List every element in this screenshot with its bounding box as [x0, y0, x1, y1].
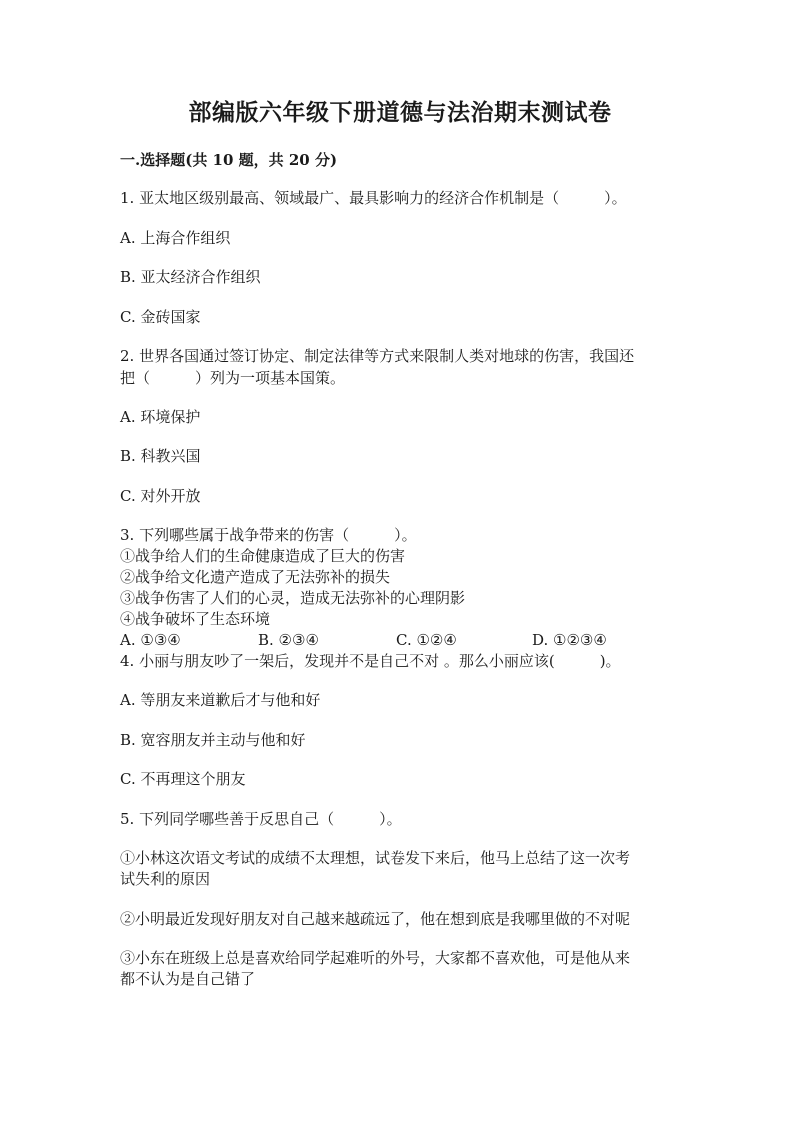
question-1-stem: 1. 亚太地区级别最高、领域最广、最具影响力的经济合作机制是（ ）。 — [120, 189, 627, 207]
question-3-option-b: B. ②③④ — [258, 631, 319, 649]
question-4-stem: 4. 小丽与朋友吵了一架后，发现并不是自己不对 。那么小丽应该( )。 — [120, 652, 621, 670]
question-1-option-a: A. 上海合作组织 — [120, 229, 231, 247]
question-2-option-a: A. 环境保护 — [120, 408, 201, 426]
section-heading: 一.选择题(共 10 题，共 20 分) — [120, 151, 338, 169]
question-3-statement-3: ③战争伤害了人们的心灵，造成无法弥补的心理阴影 — [120, 589, 466, 607]
question-4-option-a: A. 等朋友来道歉后才与他和好 — [120, 691, 321, 709]
question-3-option-d: D. ①②③④ — [532, 631, 607, 649]
question-1-option-c: C. 金砖国家 — [120, 308, 201, 326]
question-5-item-3-line-2: 都不认为是自己错了 — [120, 970, 256, 988]
question-3-statement-2: ②战争给文化遗产造成了无法弥补的损失 — [120, 568, 391, 586]
question-2-option-b: B. 科教兴国 — [120, 447, 201, 465]
question-5-stem: 5. 下列同学哪些善于反思自己（ ）。 — [120, 810, 402, 828]
question-3-statement-1: ①战争给人们的生命健康造成了巨大的伤害 — [120, 547, 406, 565]
question-5-item-1-line-2: 试失利的原因 — [120, 870, 211, 888]
question-4-option-c: C. 不再理这个朋友 — [120, 770, 246, 788]
question-3-stem: 3. 下列哪些属于战争带来的伤害（ ）。 — [120, 526, 417, 544]
document-title: 部编版六年级下册道德与法治期末测试卷 — [188, 99, 612, 126]
question-2-stem-line-1: 2. 世界各国通过签订协定、制定法律等方式来限制人类对地球的伤害，我国还 — [120, 347, 635, 365]
question-3-option-a: A. ①③④ — [120, 631, 181, 649]
question-5-item-3-line-1: ③小东在班级上总是喜欢给同学起难听的外号，大家都不喜欢他，可是他从来 — [120, 949, 631, 967]
question-4-option-b: B. 宽容朋友并主动与他和好 — [120, 731, 306, 749]
question-2-option-c: C. 对外开放 — [120, 487, 201, 505]
question-3-statement-4: ④战争破坏了生态环境 — [120, 610, 271, 628]
question-5-item-2: ②小明最近发现好朋友对自己越来越疏远了，他在想到底是我哪里做的不对呢 — [120, 910, 631, 928]
question-3-option-c: C. ①②④ — [396, 631, 457, 649]
question-1-option-b: B. 亚太经济合作组织 — [120, 268, 261, 286]
question-5-item-1-line-1: ①小林这次语文考试的成绩不太理想，试卷发下来后，他马上总结了这一次考 — [120, 849, 631, 867]
question-2-stem-line-2: 把（ ）列为一项基本国策。 — [120, 369, 346, 387]
